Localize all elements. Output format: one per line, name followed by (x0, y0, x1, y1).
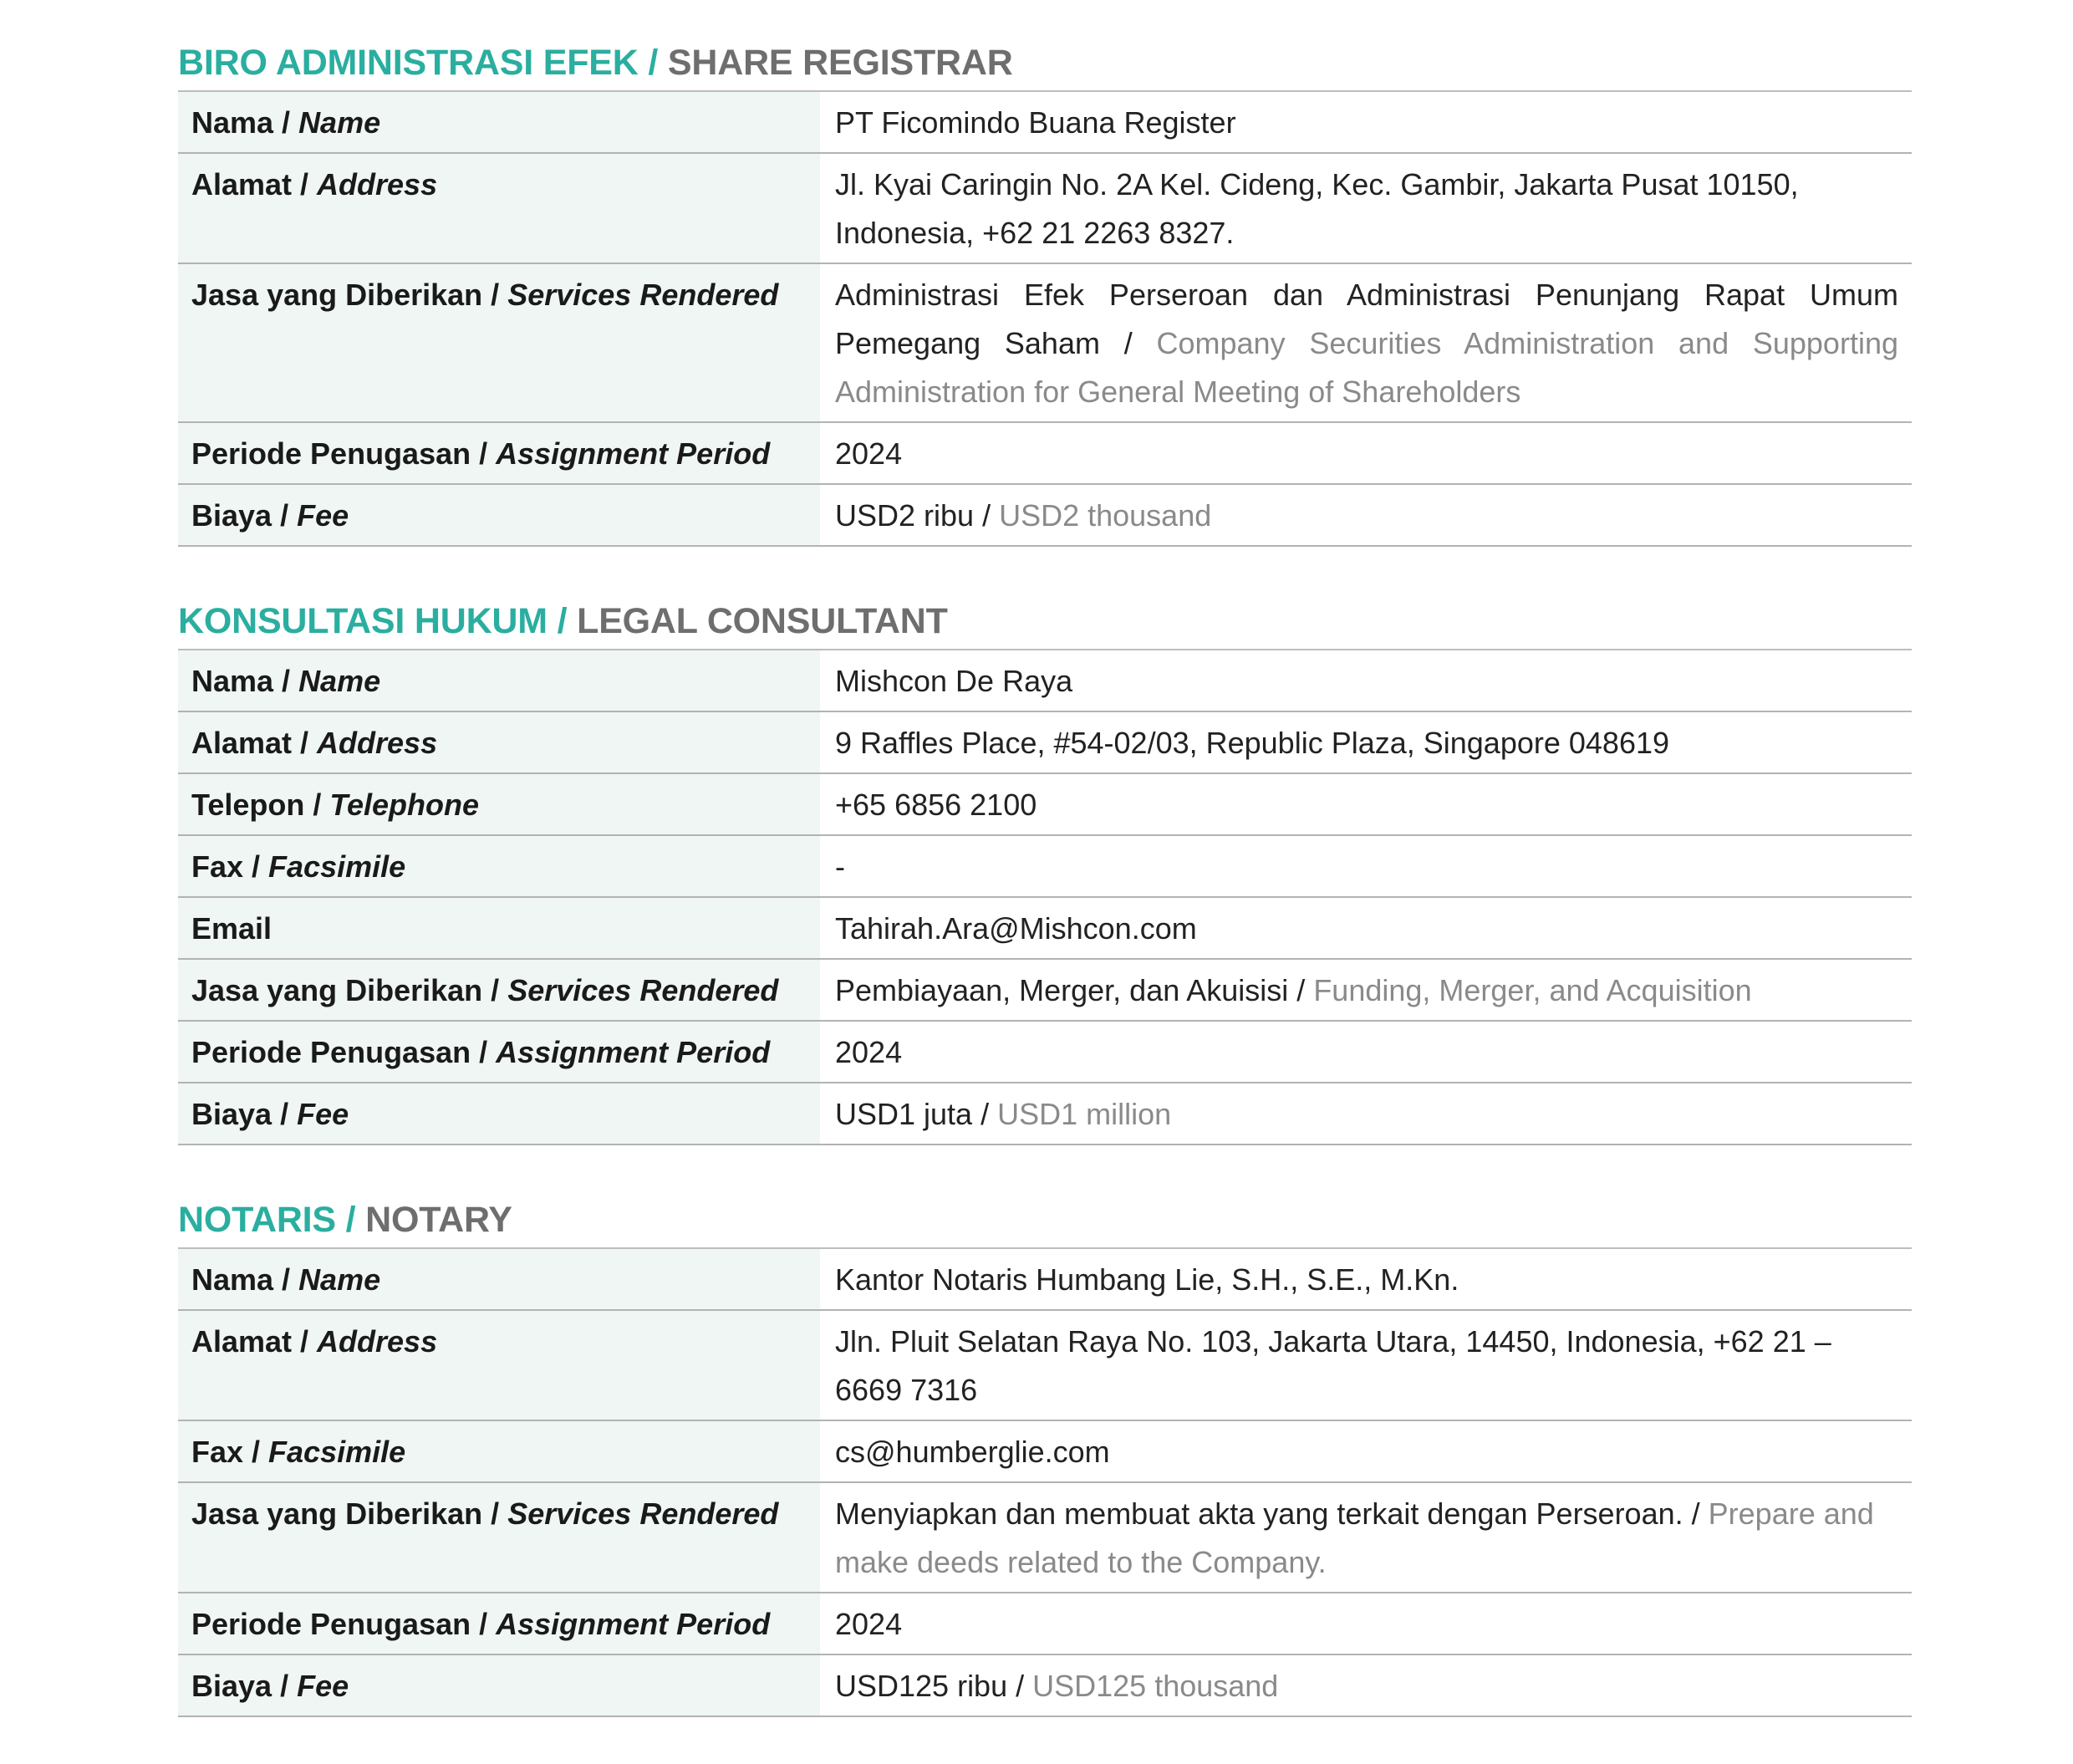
row-value-separator: / (974, 498, 1000, 533)
row-label-id: Periode Penugasan / (191, 1607, 497, 1641)
row-value (820, 1021, 1912, 1083)
row-label (178, 959, 820, 1021)
row-label-id: Nama / (191, 664, 299, 698)
row-value (820, 91, 1912, 153)
table-row-fee (178, 1654, 1912, 1716)
table-row-fax (178, 835, 1912, 897)
row-label-id: Fax / (191, 1435, 269, 1469)
row-value (820, 959, 1912, 1021)
row-value-separator: / (972, 1097, 998, 1131)
row-value-en: Prepare and make deeds related to the Company. (835, 1496, 1874, 1579)
row-label-en: Services Rendered (507, 278, 779, 312)
row-value-en: USD1 million (997, 1097, 1172, 1131)
row-label-en: Name (298, 105, 381, 140)
row-label-id: Biaya / (191, 498, 298, 533)
row-label (178, 263, 820, 422)
row-value-separator: / (1099, 326, 1157, 360)
section-title-id: NOTARIS / (178, 1200, 356, 1240)
row-value-id: Tahirah.Ara@Mishcon.com (835, 911, 1197, 946)
row-value-id: 9 Raffles Place, #54-02/03, Republic Plaza, Singapore 048619 (835, 726, 1670, 760)
row-label (178, 897, 820, 959)
row-value-id: Pembiayaan, Merger, dan Akuisisi (835, 973, 1289, 1007)
row-label (178, 1654, 820, 1716)
row-label-en: Assignment Period (496, 1035, 771, 1069)
row-value-id: Administrasi Efek Perseroan dan Administrasi Penunjang Rapat Umum Pemegang Saham (835, 278, 1898, 360)
table-row-telephone (178, 773, 1912, 835)
row-value (820, 773, 1912, 835)
document-page (178, 35, 1912, 1764)
row-label (178, 835, 820, 897)
row-label-en: Address (317, 1324, 438, 1359)
info-table (178, 1247, 1912, 1717)
row-label (178, 153, 820, 263)
row-label (178, 91, 820, 153)
row-label (178, 1482, 820, 1593)
row-label (178, 1310, 820, 1420)
row-label-en: Name (298, 1262, 381, 1297)
section-title (178, 594, 1912, 649)
row-label (178, 1593, 820, 1654)
row-value-id: 2024 (835, 1607, 903, 1641)
table-row-services (178, 959, 1912, 1021)
table-row-period (178, 422, 1912, 484)
table-row-services (178, 263, 1912, 422)
table-row-fax (178, 1420, 1912, 1482)
row-label-id: Biaya / (191, 1097, 298, 1131)
row-label (178, 484, 820, 546)
row-value-id: USD125 ribu (835, 1669, 1008, 1703)
section-share-registrar (178, 35, 1912, 547)
table-row-address (178, 1310, 1912, 1420)
row-label-en: Services Rendered (507, 1496, 779, 1531)
row-label-id: Alamat / (191, 167, 318, 201)
row-value-id: Jln. Pluit Selatan Raya No. 103, Jakarta Utara, 14450, Indonesia, +62 21 – 6669 7316 (835, 1324, 1831, 1407)
row-value-separator: / (1288, 973, 1314, 1007)
row-label (178, 650, 820, 711)
row-value-id: - (835, 849, 845, 884)
table-row-name (178, 1248, 1912, 1310)
row-label-en: Fee (297, 1097, 349, 1131)
row-value-id: USD2 ribu (835, 498, 975, 533)
row-label (178, 1420, 820, 1482)
row-value (820, 263, 1912, 422)
info-table (178, 649, 1912, 1145)
row-label-id: Alamat / (191, 726, 318, 760)
row-value (820, 1482, 1912, 1593)
row-value-en: USD2 thousand (999, 498, 1212, 533)
row-label-id: Fax / (191, 849, 269, 884)
row-value-en: USD125 thousand (1032, 1669, 1279, 1703)
row-value-id: cs@humberglie.com (835, 1435, 1110, 1469)
row-value-id: 2024 (835, 1035, 903, 1069)
section-legal-consultant (178, 594, 1912, 1145)
section-title-en: NOTARY (365, 1200, 512, 1240)
table-row-period (178, 1021, 1912, 1083)
row-value-id: USD1 juta (835, 1097, 973, 1131)
row-label-id: Jasa yang Diberikan / (191, 278, 508, 312)
row-value-separator: / (1683, 1496, 1709, 1531)
row-label (178, 1083, 820, 1145)
row-label-en: Facsimile (268, 849, 406, 884)
table-row-address (178, 711, 1912, 773)
row-label-en: Fee (297, 1669, 349, 1703)
row-value (820, 650, 1912, 711)
row-label-en: Address (317, 726, 438, 760)
row-value-separator: / (1007, 1669, 1033, 1703)
row-label-en: Facsimile (268, 1435, 406, 1469)
row-label-en: Assignment Period (496, 436, 771, 471)
row-value-id: 2024 (835, 436, 903, 471)
section-title-en: LEGAL CONSULTANT (577, 601, 948, 641)
row-label-id: Nama / (191, 105, 299, 140)
row-label (178, 711, 820, 773)
row-label-id: Alamat / (191, 1324, 318, 1359)
row-label-id: Email (191, 911, 272, 946)
row-value-id: +65 6856 2100 (835, 788, 1037, 822)
row-label-id: Jasa yang Diberikan / (191, 1496, 508, 1531)
section-title-en: SHARE REGISTRAR (667, 43, 1013, 83)
row-value-en: Company Securities Administration and Supporting Administration for General Meeting of Shareholders (835, 326, 1898, 409)
table-row-address (178, 153, 1912, 263)
row-value-id: Mishcon De Raya (835, 664, 1073, 698)
row-label (178, 1021, 820, 1083)
table-row-fee (178, 1083, 1912, 1145)
table-row-name (178, 91, 1912, 153)
row-label-en: Assignment Period (496, 1607, 771, 1641)
row-value-en: Funding, Merger, and Acquisition (1313, 973, 1752, 1007)
table-row-name (178, 650, 1912, 711)
row-value (820, 1248, 1912, 1310)
section-notary (178, 1192, 1912, 1717)
row-value (820, 1420, 1912, 1482)
row-label-id: Jasa yang Diberikan / (191, 973, 508, 1007)
row-label-id: Telepon / (191, 788, 330, 822)
row-value (820, 1593, 1912, 1654)
row-value (820, 484, 1912, 546)
row-label (178, 773, 820, 835)
row-value (820, 153, 1912, 263)
section-title-id: KONSULTASI HUKUM / (178, 601, 568, 641)
row-value-id: Jl. Kyai Caringin No. 2A Kel. Cideng, Kec. Gambir, Jakarta Pusat 10150, Indonesia, +62 21 2263 8327. (835, 167, 1799, 250)
row-label (178, 1248, 820, 1310)
row-label-id: Biaya / (191, 1669, 298, 1703)
table-row-period (178, 1593, 1912, 1654)
row-value-id: PT Ficomindo Buana Register (835, 105, 1236, 140)
row-value (820, 422, 1912, 484)
row-label-en: Telephone (329, 788, 480, 822)
section-title (178, 35, 1912, 90)
section-title (178, 1192, 1912, 1247)
row-label-en: Fee (297, 498, 349, 533)
row-value (820, 1310, 1912, 1420)
row-value (820, 835, 1912, 897)
row-value (820, 1654, 1912, 1716)
row-label-id: Periode Penugasan / (191, 1035, 497, 1069)
row-label-id: Periode Penugasan / (191, 436, 497, 471)
row-value-id: Kantor Notaris Humbang Lie, S.H., S.E., M.Kn. (835, 1262, 1459, 1297)
row-value-id: Menyiapkan dan membuat akta yang terkait dengan Perseroan. (835, 1496, 1683, 1531)
info-table (178, 90, 1912, 547)
section-title-id: BIRO ADMINISTRASI EFEK / (178, 43, 659, 83)
row-value (820, 897, 1912, 959)
table-row-services (178, 1482, 1912, 1593)
table-row-fee (178, 484, 1912, 546)
row-label-en: Address (317, 167, 438, 201)
row-label-id: Nama / (191, 1262, 299, 1297)
table-row-email (178, 897, 1912, 959)
row-value (820, 711, 1912, 773)
row-label (178, 422, 820, 484)
row-value (820, 1083, 1912, 1145)
row-label-en: Services Rendered (507, 973, 779, 1007)
row-label-en: Name (298, 664, 381, 698)
